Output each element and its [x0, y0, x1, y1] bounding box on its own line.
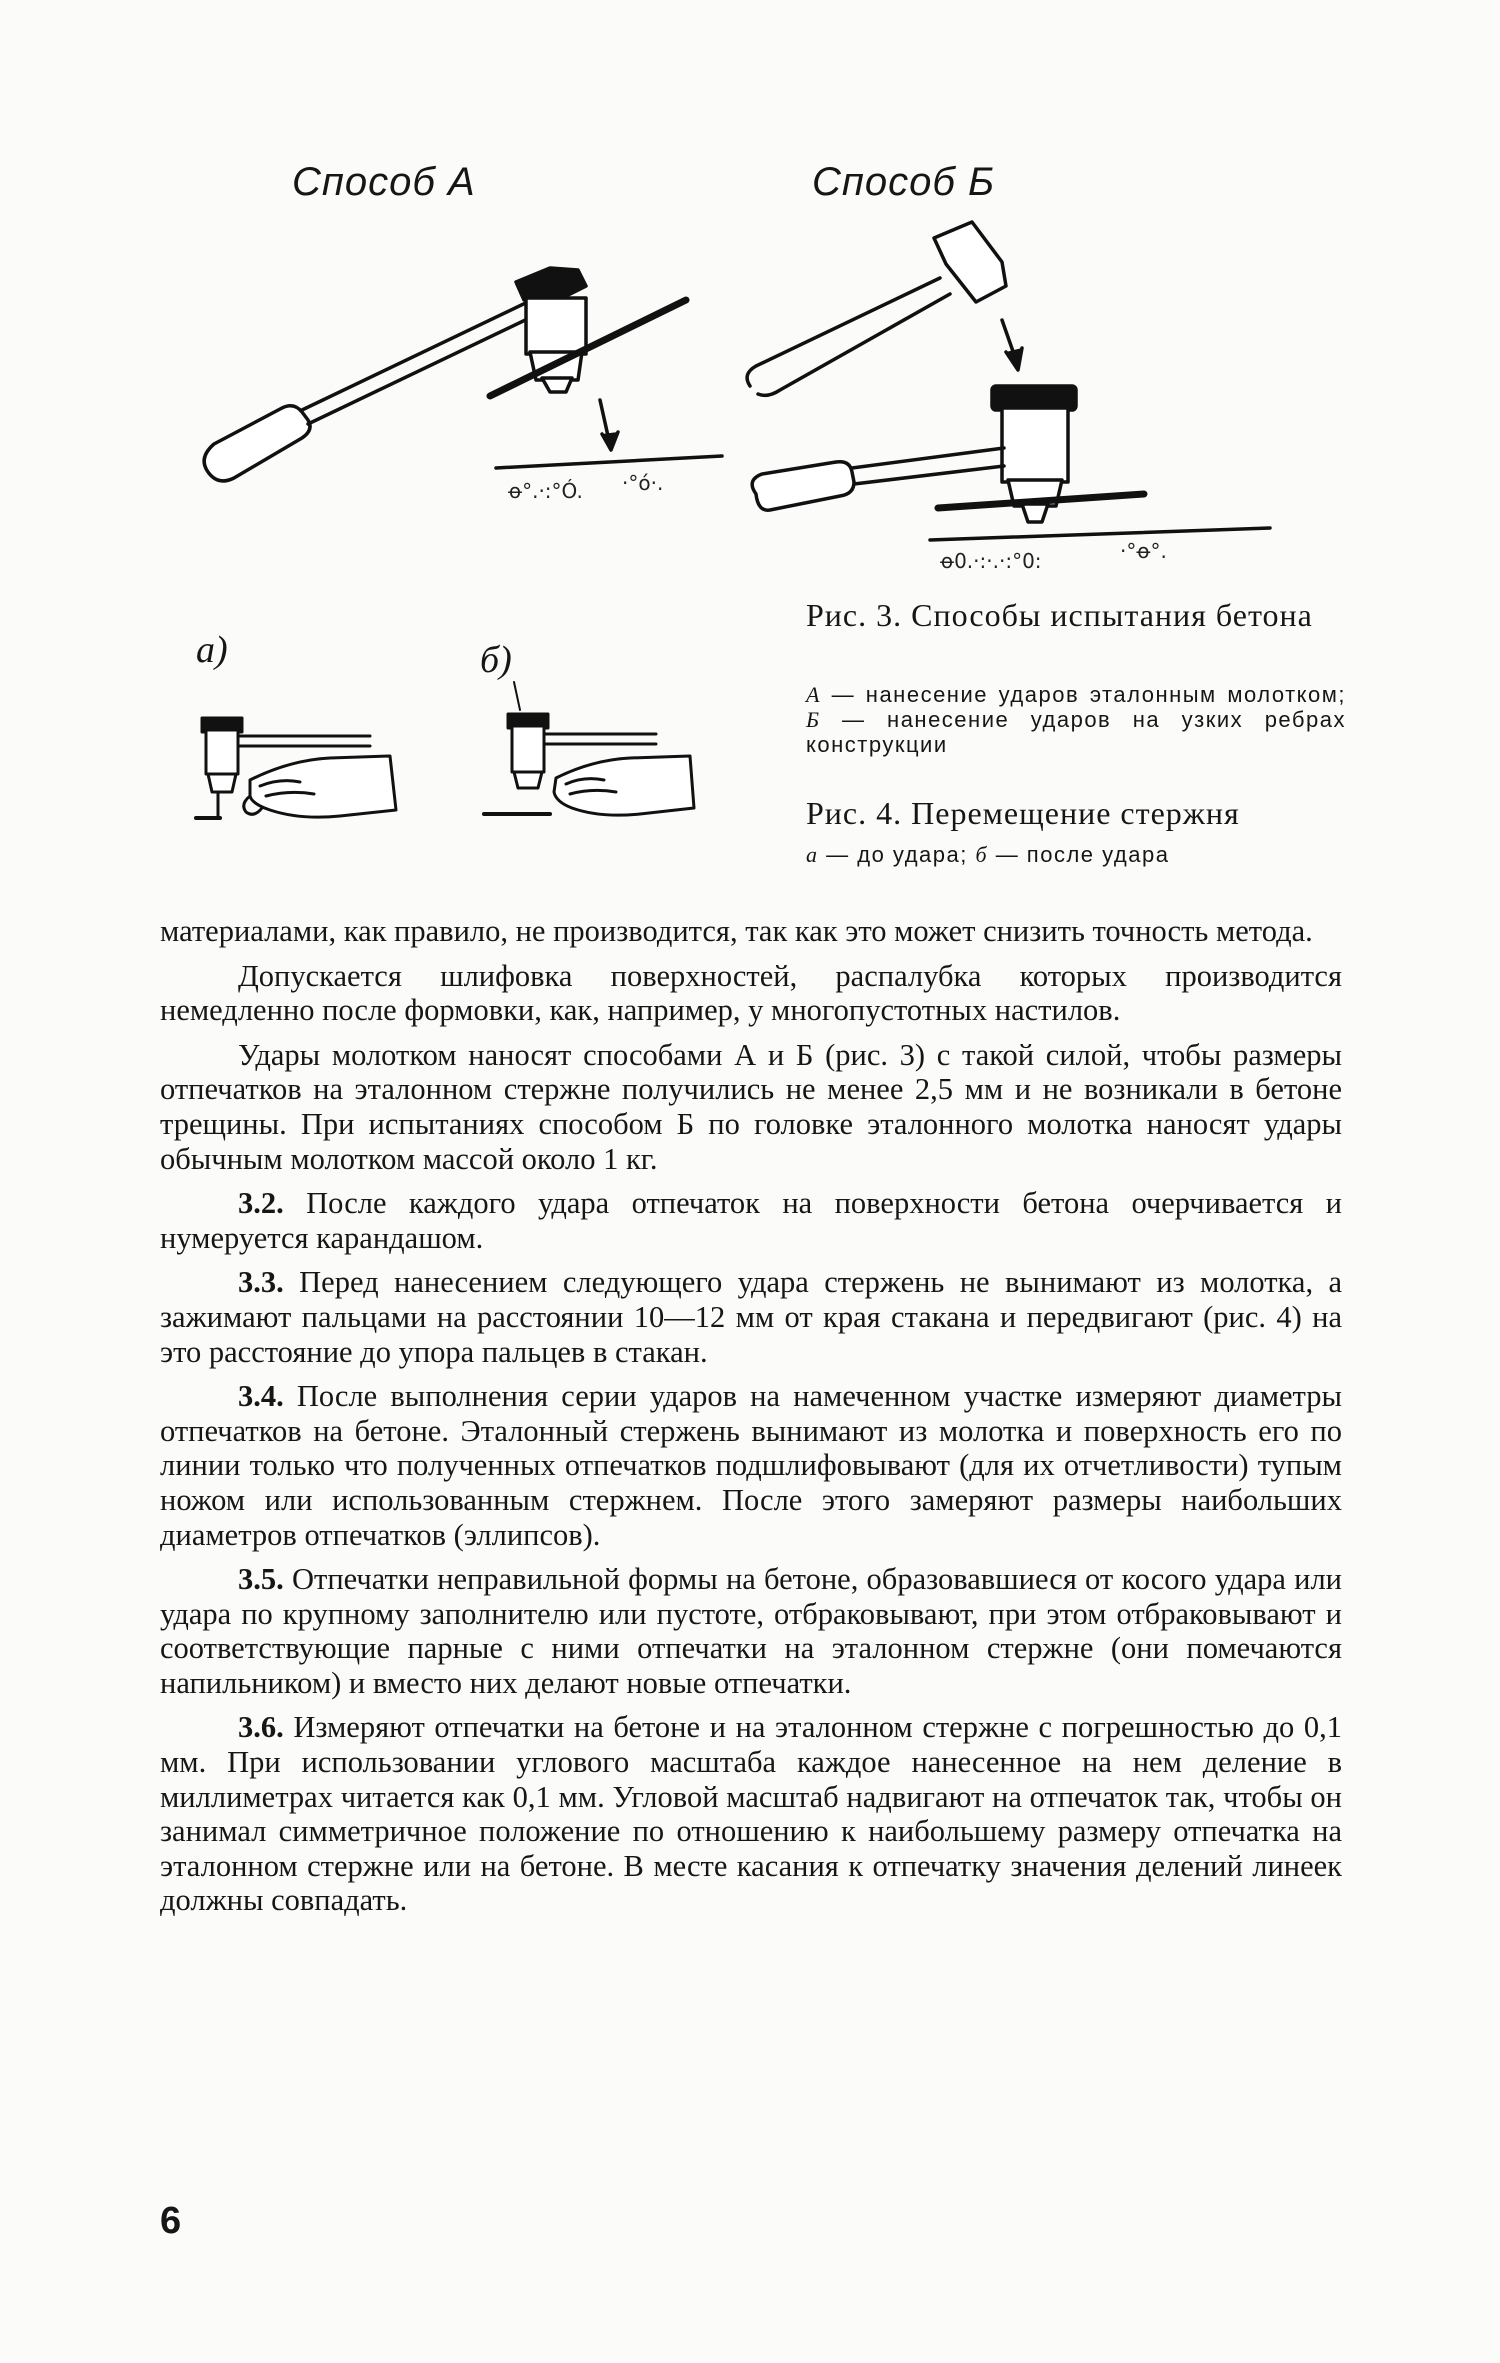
paragraph-3-5 [160, 1562, 1342, 1700]
figure4-sub-label-b: б) [480, 639, 512, 681]
figure3-label-b: Способ Б [812, 160, 996, 204]
figure4-sub-label-a: а) [196, 629, 228, 671]
figure4-note-b-text: — после удара [995, 842, 1170, 867]
figure4-caption-title: Рис. 4. Перемещение стержня [806, 795, 1240, 831]
clause-number-3-2: 3.2. [238, 1186, 284, 1221]
method-a-drawing [190, 240, 750, 530]
figure3-label-a: Способ А [292, 160, 476, 204]
figure3-note-a-letter: А [806, 682, 821, 707]
figure4-note-b-letter: б [975, 842, 989, 867]
svg-text:·°ꝋ°.: ·°ꝋ°. [1120, 539, 1167, 563]
paragraph-grinding: Допускается шлифовка поверхностей, распалубка которых производится немедленно после формовки, как, например, у многопустотных настилов. [160, 958, 1342, 1028]
figure3-note-b-text: — нанесение ударов на узких ребрах конструкции [806, 707, 1346, 757]
paragraph-3-4 [160, 1379, 1342, 1552]
svg-text:ꝋ0.·:·.·:°0:: ꝋ0.·:·.·:°0: [940, 549, 1042, 573]
clause-number-3-5: 3.5. [238, 1562, 284, 1597]
figure4-note-a-text: — до удара; [826, 842, 968, 867]
paragraph-3-3 [160, 1265, 1342, 1369]
clause-number-3-3: 3.3. [238, 1265, 284, 1300]
paragraph-3-6 [160, 1710, 1342, 1918]
figure4-note-a-letter: а [806, 842, 819, 867]
paragraph-strike-methods: Удары молотком наносят способами А и Б (рис. 3) с такой силой, чтобы размеры отпечатков на эталонном стержне получились не менее 2,5 мм и не возникали в бетоне трещины. При испытаниях способом Б по головке эталонного молотка наносят удары обычным молотком массой около 1 кг. [160, 1037, 1342, 1176]
rod-before-strike-drawing [190, 700, 410, 840]
clause-number-3-6: 3.6. [238, 1710, 284, 1745]
method-b-drawing [740, 210, 1300, 580]
figure3-note-b-letter: Б [806, 707, 821, 732]
page-number: 6 [160, 2200, 182, 2242]
paragraph-3-2 [160, 1186, 1342, 1255]
paragraph-continuation: материалами, как правило, не производится, так как это может снизить точность метода. [160, 914, 1313, 948]
clause-text-3-5: Отпечатки неправильной формы на бетоне, образовавшиеся от косого удара или удара по крупному заполнителю или пустоте, отбраковывают, при этом отбраковывают и соответствующие парные с ними отпечатки на эталонном стержне (они помечаются напильником) и вместо них делают новые отпечатки. [160, 1562, 1342, 1700]
figure4-caption-note [806, 842, 1346, 867]
svg-text:ꝋ°.·:°Ó.: ꝋ°.·:°Ó. [508, 479, 583, 503]
clause-text-3-4: После выполнения серии ударов на намеченном участке измеряют диаметры отпечатков на бетоне. Эталонный стержень вынимают из молотка и поверхность его по линии только что полученных отпечатков подшлифовывают (для их отчетливости) тупым ножом или использованным стержнем. После этого замеряют размеры наибольших диаметров отпечатков (эллипсов). [160, 1379, 1342, 1552]
figure3-caption-note [806, 682, 1346, 757]
body-text [160, 914, 1342, 1928]
figure3-note-a-text: — нанесение ударов эталонным молотком; [831, 682, 1346, 707]
clause-number-3-4: 3.4. [238, 1379, 284, 1414]
figure3-caption-title: Рис. 3. Способы испытания бетона [806, 597, 1313, 633]
svg-text:·°ó·.: ·°ó·. [622, 471, 664, 495]
clause-text-3-2: После каждого удара отпечаток на поверхности бетона очерчивается и нумеруется карандашом. [160, 1186, 1343, 1255]
rod-after-strike-drawing [480, 680, 710, 840]
clause-text-3-6: Измеряют отпечатки на бетоне и на эталонном стержне с погрешностью до 0,1 мм. При использовании углового масштаба каждое нанесенное на нем деление в миллиметрах читается как 0,1 мм. Угловой масштаб надвигают на отпечаток так, чтобы он занимал симметричное положение по отношению к наибольшему размеру отпечатка на эталонном стержне или на бетоне. В месте касания к отпечатку значения делений линеек должны совпадать. [160, 1710, 1343, 1918]
clause-text-3-3: Перед нанесением следующего удара стержень не вынимают из молотка, а зажимают пальцами на расстоянии 10—12 мм от края стакана и передвигают (рис. 4) на это расстояние до упора пальцев в стакан. [160, 1265, 1343, 1369]
